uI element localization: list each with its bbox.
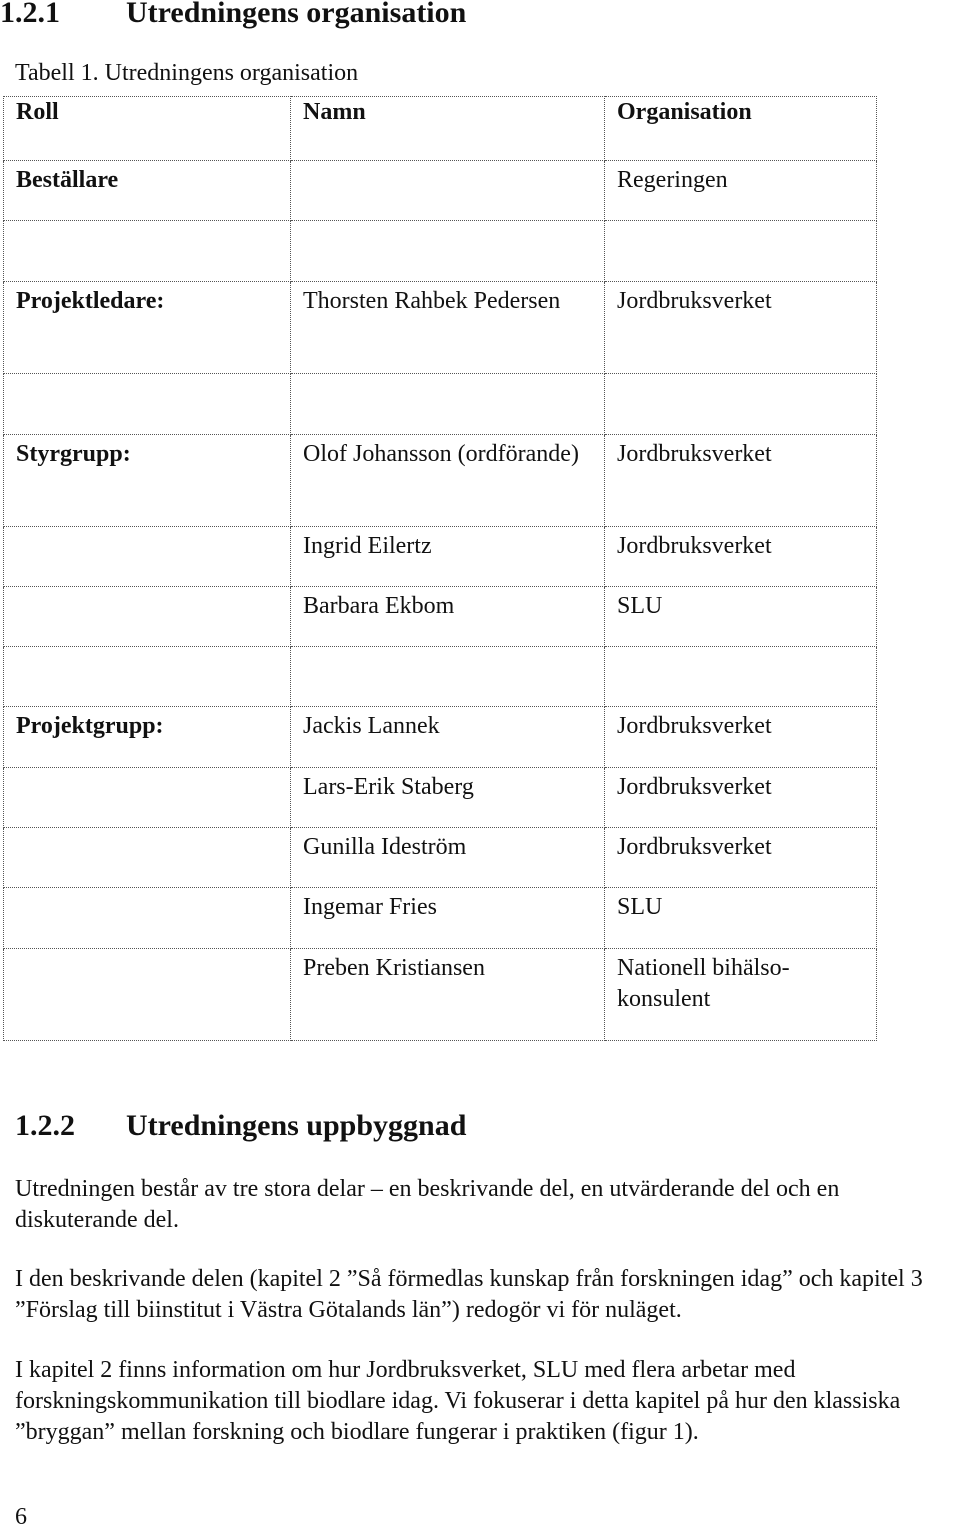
section-title: Utredningens organisation xyxy=(126,0,467,29)
org-cell: SLU xyxy=(605,888,877,949)
body-paragraph: I den beskrivande delen (kapitel 2 ”Så förmedlas kunskap från forskningen idag” och kapitel 3 ”Förslag till biinstitut i Västra Götalands län”) redogör vi för nuläget. xyxy=(15,1266,923,1323)
org-cell xyxy=(605,647,877,707)
org-cell: SLU xyxy=(605,587,877,647)
name-cell: Gunilla Ideström xyxy=(291,828,605,888)
role-cell: Beställare xyxy=(4,161,291,221)
column-header-organisation: Organisation xyxy=(605,97,877,161)
table-row xyxy=(4,282,877,374)
name-cell xyxy=(291,221,605,282)
role-cell xyxy=(4,527,291,587)
table-row xyxy=(4,647,877,707)
role-cell: Projektledare: xyxy=(4,282,291,374)
role-cell xyxy=(4,828,291,888)
page-number: 6 xyxy=(15,1504,27,1530)
table-row xyxy=(4,707,877,768)
org-cell: Regeringen xyxy=(605,161,877,221)
org-cell xyxy=(605,221,877,282)
role-cell xyxy=(4,587,291,647)
role-cell xyxy=(4,949,291,1041)
section-title: Utredningens uppbyggnad xyxy=(126,1109,467,1142)
org-cell: Jordbruksverket xyxy=(605,282,877,374)
role-cell xyxy=(4,647,291,707)
table-row xyxy=(4,828,877,888)
table-caption-label: Tabell 1. xyxy=(15,60,99,86)
org-cell: Jordbruksverket xyxy=(605,527,877,587)
name-cell xyxy=(291,647,605,707)
name-cell: Barbara Ekbom xyxy=(291,587,605,647)
name-cell: Lars-Erik Staberg xyxy=(291,768,605,828)
role-cell xyxy=(4,221,291,282)
organisation-table xyxy=(3,96,877,1041)
table-row xyxy=(4,888,877,949)
table-row xyxy=(4,374,877,435)
table-caption xyxy=(15,58,358,88)
org-cell xyxy=(605,374,877,435)
section-number: 1.2.2 xyxy=(15,1109,75,1142)
section-heading-uppbyggnad xyxy=(15,1109,466,1143)
body-paragraph: Utredningen består av tre stora delar – en beskrivande del, en utvärderande del och en diskuterande del. xyxy=(15,1176,840,1233)
name-cell xyxy=(291,374,605,435)
table-header-row xyxy=(4,97,877,161)
name-cell: Ingemar Fries xyxy=(291,888,605,949)
table-row xyxy=(4,768,877,828)
org-cell: Jordbruksverket xyxy=(605,707,877,768)
name-cell: Olof Johansson (ordförande) xyxy=(291,435,605,527)
table-row xyxy=(4,587,877,647)
table-row xyxy=(4,161,877,221)
role-cell: Projektgrupp: xyxy=(4,707,291,768)
name-cell: Jackis Lannek xyxy=(291,707,605,768)
table-row xyxy=(4,527,877,587)
org-cell: Nationell bihälso- konsulent xyxy=(605,949,877,1041)
section-heading-organisation xyxy=(0,0,466,30)
role-cell xyxy=(4,768,291,828)
name-cell xyxy=(291,161,605,221)
column-header-namn: Namn xyxy=(291,97,605,161)
column-header-roll: Roll xyxy=(4,97,291,161)
role-cell xyxy=(4,888,291,949)
name-cell: Preben Kristiansen xyxy=(291,949,605,1041)
role-cell xyxy=(4,374,291,435)
table-row xyxy=(4,949,877,1041)
table-caption-text: Utredningens organisation xyxy=(104,60,359,86)
body-paragraph: I kapitel 2 finns information om hur Jordbruksverket, SLU med flera arbetar med forskningskommunikation till biodlare idag. Vi fokuserar i detta kapitel på hur den klassiska ”bryggan” mellan forskning och biodlare fungerar i praktiken (figur 1). xyxy=(15,1357,901,1445)
name-cell: Thorsten Rahbek Pedersen xyxy=(291,282,605,374)
name-cell: Ingrid Eilertz xyxy=(291,527,605,587)
table-row xyxy=(4,435,877,527)
org-cell: Jordbruksverket xyxy=(605,828,877,888)
table-row xyxy=(4,221,877,282)
org-cell: Jordbruksverket xyxy=(605,768,877,828)
role-cell: Styrgrupp: xyxy=(4,435,291,527)
section-number: 1.2.1 xyxy=(0,0,60,29)
org-cell: Jordbruksverket xyxy=(605,435,877,527)
